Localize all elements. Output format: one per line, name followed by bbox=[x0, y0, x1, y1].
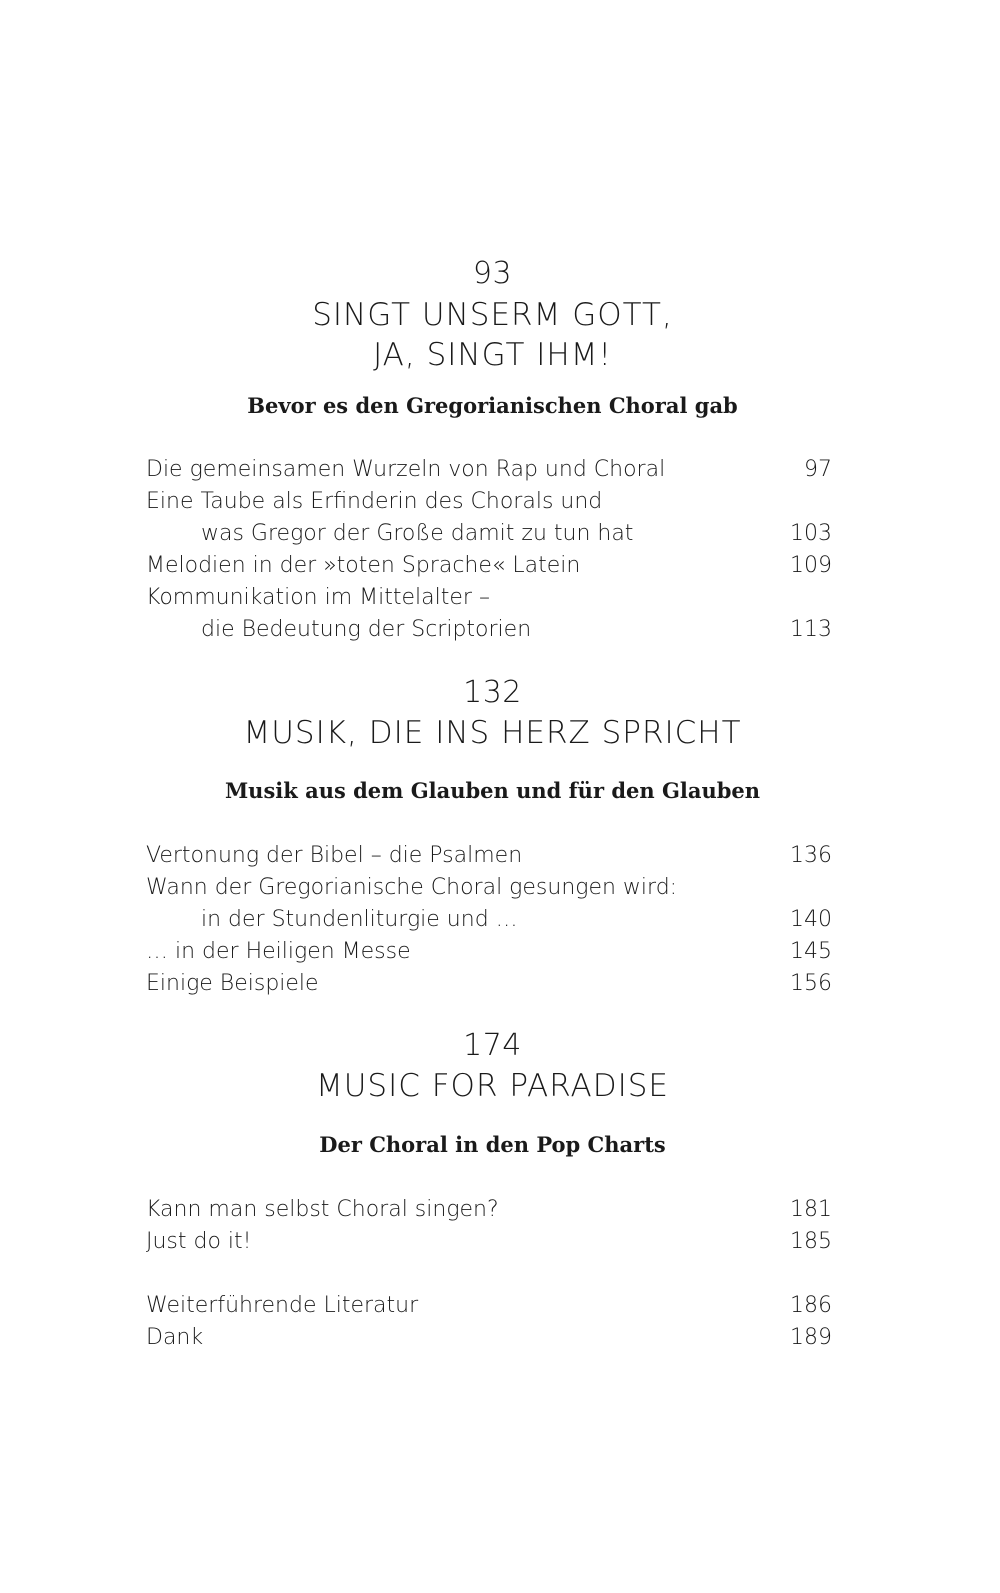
chapter-subtitle: Der Choral in den Pop Charts bbox=[319, 1132, 666, 1157]
toc-entry-page: 189 bbox=[790, 1325, 832, 1350]
chapter-title-line: JA, SINGT IHM! bbox=[373, 337, 612, 373]
toc-entry[interactable] bbox=[146, 1194, 832, 1226]
toc-entry-page: 181 bbox=[790, 1197, 832, 1222]
chapter-subtitle: Bevor es den Gregorianischen Choral gab bbox=[247, 393, 738, 418]
toc-entry[interactable] bbox=[146, 968, 832, 1000]
toc-entry[interactable] bbox=[146, 454, 832, 486]
toc-entry-title: Weiterführende Literatur bbox=[146, 1293, 419, 1318]
chapter-number: 174 bbox=[463, 1028, 522, 1063]
toc-entry-title: Einige Beispiele bbox=[146, 971, 319, 996]
toc-entry-page: 186 bbox=[790, 1293, 832, 1318]
chapter-title bbox=[0, 295, 985, 375]
toc-entry[interactable] bbox=[146, 1322, 832, 1354]
toc-entry-title: Just do it! bbox=[146, 1229, 252, 1254]
toc-entry[interactable] bbox=[146, 614, 832, 646]
toc-entry-page: 109 bbox=[790, 553, 832, 578]
toc-entry-page: 103 bbox=[790, 521, 832, 546]
chapter-number: 132 bbox=[463, 675, 522, 710]
chapter-title bbox=[0, 1066, 985, 1106]
toc-entry[interactable] bbox=[146, 1290, 832, 1322]
toc-entry-title: … in der Heiligen Messe bbox=[146, 939, 411, 964]
toc-entry[interactable] bbox=[146, 582, 832, 614]
toc-entry-page: 140 bbox=[790, 907, 832, 932]
toc-entry-page: 185 bbox=[790, 1229, 832, 1254]
chapter-subtitle: Musik aus dem Glauben und für den Glauben bbox=[224, 778, 761, 803]
toc-entry[interactable] bbox=[146, 904, 832, 936]
toc-entry-title: Dank bbox=[146, 1325, 204, 1350]
toc-list bbox=[146, 840, 832, 1000]
toc-entry-title: die Bedeutung der Scriptorien bbox=[201, 617, 532, 642]
toc-entry-page: 145 bbox=[790, 939, 832, 964]
chapter-title-line: MUSIK, DIE INS HERZ SPRICHT bbox=[243, 715, 742, 751]
toc-list bbox=[146, 1194, 832, 1258]
toc-entry-title: Kann man selbst Choral singen? bbox=[146, 1197, 499, 1222]
toc-entry-title: Die gemeinsamen Wurzeln von Rap und Choral bbox=[146, 457, 666, 482]
toc-entry-title: in der Stundenliturgie und … bbox=[201, 907, 518, 932]
back-matter-list bbox=[146, 1290, 832, 1354]
toc-entry-page: 136 bbox=[790, 843, 832, 868]
toc-entry[interactable] bbox=[146, 1226, 832, 1258]
toc-entry-page: 97 bbox=[804, 457, 832, 482]
toc-entry-title: Wann der Gregorianische Choral gesungen wird: bbox=[146, 875, 678, 900]
toc-entry[interactable] bbox=[146, 518, 832, 550]
toc-entry-page: 156 bbox=[790, 971, 832, 996]
toc-entry[interactable] bbox=[146, 550, 832, 582]
toc-entry-title: Kommunikation im Mittelalter – bbox=[146, 585, 490, 610]
toc-entry-page: 113 bbox=[790, 617, 832, 642]
chapter-title bbox=[0, 713, 985, 753]
chapter-title-line: SINGT UNSERM GOTT, bbox=[312, 297, 673, 333]
chapter-title-line: MUSIC FOR PARADISE bbox=[315, 1068, 670, 1104]
chapter-number: 93 bbox=[472, 256, 513, 291]
toc-list bbox=[146, 454, 832, 646]
toc-entry-title: Melodien in der »toten Sprache« Latein bbox=[146, 553, 581, 578]
toc-entry-title: was Gregor der Große damit zu tun hat bbox=[201, 521, 634, 546]
toc-entry[interactable] bbox=[146, 936, 832, 968]
toc-entry[interactable] bbox=[146, 872, 832, 904]
toc-entry-title: Eine Taube als Erfinderin des Chorals und bbox=[146, 489, 603, 514]
toc-entry-title: Vertonung der Bibel – die Psalmen bbox=[146, 843, 523, 868]
toc-entry[interactable] bbox=[146, 840, 832, 872]
toc-entry[interactable] bbox=[146, 486, 832, 518]
